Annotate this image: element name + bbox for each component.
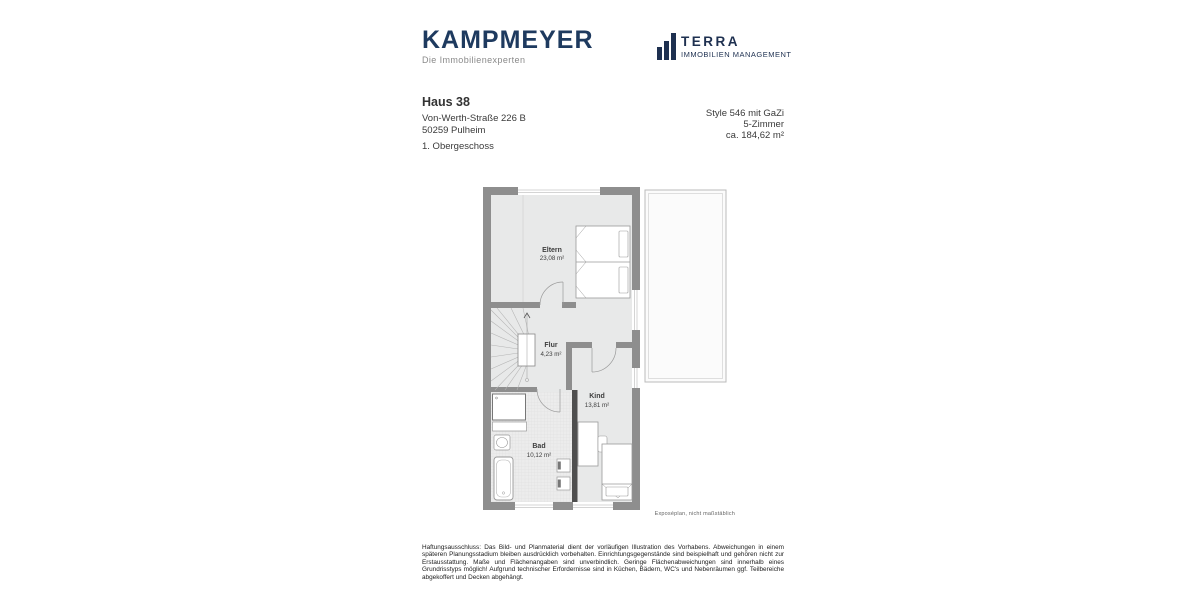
room-area-bad: 10,12 m² (526, 452, 552, 459)
room-area-kind: 13,81 m² (584, 402, 610, 409)
room-area-flur: 4,23 m² (540, 351, 562, 358)
room-label-kind: Kind (589, 393, 605, 400)
bath-bench (493, 422, 527, 431)
terra-text (681, 35, 792, 61)
shower (493, 394, 526, 420)
stair-landing (518, 334, 535, 366)
window-bottom-right (573, 502, 613, 510)
room-label-bad: Bad (532, 443, 546, 450)
double-bed (576, 226, 630, 298)
room-label-eltern: Eltern (542, 247, 562, 254)
bidet (557, 477, 570, 490)
bath-partition-wall (572, 390, 578, 502)
floor-label: 1. Obergeschoss (422, 141, 494, 152)
bathtub (494, 457, 513, 500)
property-header (422, 95, 526, 136)
legal-disclaimer: Haftungsausschluss: Das Bild- und Planmaterial dient der vorläufigen Illustration des Vorhabens. Abweichungen in einem späteren Planungsstadium bleiben ausdrücklich vorbehalten. Einrichtungsgegenstände sind beispielhaft und gehören nicht zur Erstausstattung. Maße und Flächenangaben sind unverbindlich. Geringe Flächenabweichungen sind innerhalb eines Grundrisstyps möglich! Aufgrund technischer Erfordernisse sind in Küchen, Bädern, WC's und Nebenräumen ggf. Teilbereiche abgekoffert und Decken abgehängt. (422, 544, 784, 581)
spec-rooms: 5-Zimmer (743, 119, 784, 130)
house-title: Haus 38 (422, 95, 470, 109)
spec-area: ca. 184,62 m² (725, 130, 784, 141)
window-top (518, 187, 600, 195)
toilet (557, 459, 570, 472)
address-line-2: 50259 Pulheim (422, 124, 486, 136)
kampmeyer-tagline: Die Immobilienexperten (422, 55, 526, 65)
single-bed (602, 444, 632, 500)
window-bottom-left (515, 502, 553, 510)
property-specs (634, 108, 784, 141)
spec-style: Style 546 mit GaZi (705, 108, 784, 119)
window-right (632, 290, 640, 330)
window-right-lower (632, 368, 640, 388)
plan-caption: Exposéplan, nicht maßstäblich (654, 511, 735, 517)
address-line-1: Von-Werth-Straße 226 B (422, 113, 526, 124)
terra-tagline: IMMOBILIEN MANAGEMENT (681, 50, 792, 59)
terra-wordmark: TERRA (681, 33, 740, 49)
room-area-eltern: 23,08 m² (539, 255, 565, 262)
room-label-flur: Flur (544, 342, 558, 349)
floorplan-drawing (480, 178, 730, 518)
balcony (645, 190, 726, 382)
bar-chart-icon (657, 33, 676, 60)
terra-logo (657, 33, 792, 60)
kampmeyer-wordmark: KAMPMEYER (422, 26, 594, 54)
washbasin (494, 435, 510, 450)
kampmeyer-logo (422, 28, 594, 65)
